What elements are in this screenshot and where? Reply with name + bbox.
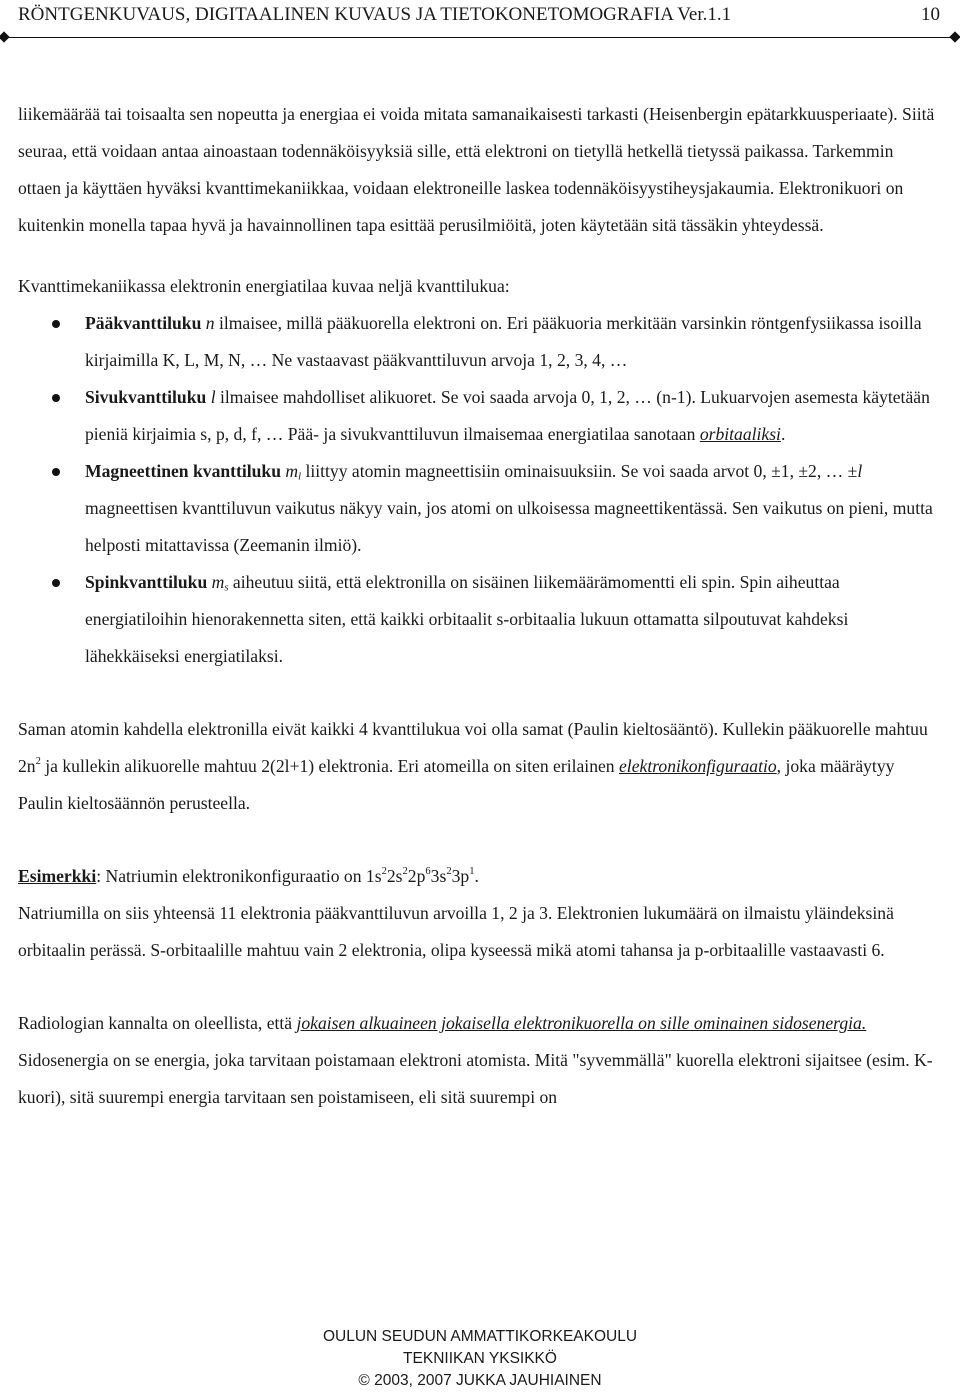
- term-label: Magneettinen kvanttiluku: [85, 461, 281, 481]
- item-tail: .: [780, 424, 786, 444]
- pauli-paragraph: [18, 711, 936, 822]
- symbol: l: [210, 387, 216, 407]
- electron-configuration: [366, 866, 475, 886]
- term-label: Pääkvanttiluku: [85, 313, 202, 333]
- footer-unit: TEKNIIKAN YKSIKKÖ: [403, 1350, 557, 1367]
- pauli-text-2: ja kullekin alikuorelle mahtuu 2(2l+1) elektronia. Eri atomeilla on siten erilainen: [40, 756, 619, 776]
- configuration-term: elektronikonfiguraatio: [619, 756, 777, 776]
- term-label: Spinkvanttiluku: [85, 572, 208, 592]
- intro-text: liikemäärää tai toisaalta sen nopeutta ja energiaa ei voida mitata samanaikaisesti tarkasti (Heisenbergin epätarkkuusperiaate). Siitä seuraa, että voidaan antaa ainoastaan todennäköisyyksiä sille, että elektroni on tietyllä hetkellä tietyssä paikassa. Tarkemmin ottaen ja käyttäen hyväksi kvanttimekaniikkaa, voidaan elektroneille laskea todennäköisyystiheysjakaumia.: [18, 104, 935, 198]
- item-text: ilmaisee, millä pääkuorella elektroni on. Eri pääkuoria merkitään varsinkin röntgenfysiikassa isoilla kirjaimilla K, L, M, N, … Ne vastaavast pääkvanttiluvun arvoja 1, 2, 3, 4, …: [85, 313, 922, 370]
- page-number: 10: [921, 4, 940, 25]
- example-line: [18, 858, 936, 895]
- item-text: liittyy atomin magneettisiin ominaisuuksiin. Se voi saada arvot 0, ±1, ±2, … ±: [305, 461, 858, 481]
- term-label: Sivukvanttiluku: [85, 387, 207, 407]
- quantum-lead: Kvanttimekaniikassa elektronin energiatilaa kuvaa neljä kvanttilukua:: [18, 276, 510, 296]
- example-end: .: [474, 866, 479, 886]
- superscript: 2: [35, 756, 41, 768]
- example-lead: : Natriumin elektronikonfiguraatio on: [96, 866, 366, 886]
- pauli-text: Saman atomin kahdella elektronilla eivät kaikki 4 kvanttilukua voi olla samat (Paulin kieltosääntö). Kullekin pääkuorelle mahtuu 2n: [18, 719, 928, 776]
- list-item-principal: [18, 305, 936, 379]
- symbol: $m_s$: [211, 572, 229, 594]
- orbital-electron-count: 2: [402, 866, 408, 878]
- symbol: n: [205, 313, 215, 333]
- orbital-term: orbitaaliksi: [699, 424, 781, 444]
- quantum-number-list: [18, 305, 936, 675]
- intro-text-2: Elektronikuori on kuitenkin monella tapaa hyvä ja havainnollinen tapa esittää perusilmiöitä, joten käytetään sitä tässäkin yhteydessä.: [18, 178, 904, 235]
- rule-right-diamond-icon: [949, 31, 960, 42]
- orbital-electron-count: 2: [381, 866, 387, 878]
- orbital-1: 2s: [386, 866, 403, 886]
- orbital-electron-count: 6: [425, 866, 431, 878]
- item-text: ilmaisee mahdolliset alikuoret. Se voi saada arvoja 0, 1, 2, … (n-1). Lukuarvojen asemesta käytetään pieniä kirjaimia s, p, d, f, … Pää- ja sivukvanttiluvun ilmaisemaa energiatilaa sanotaan: [85, 387, 930, 444]
- orbital-electron-count: 1: [469, 866, 475, 878]
- list-item-spin: [18, 564, 936, 675]
- binding-energy-statement: jokaisen alkuaineen jokaisella elektronikuorella on sille ominainen sidosenergia.: [296, 1013, 867, 1033]
- header-rule: [4, 37, 956, 38]
- document-title: RÖNTGENKUVAUS, DIGITAALINEN KUVAUS JA TIETOKONETOMOGRAFIA Ver.1.1: [18, 4, 732, 25]
- orbital-0: 1s: [365, 866, 382, 886]
- symbol-l: l: [857, 461, 863, 481]
- symbol: $m_l$: [285, 461, 302, 483]
- item-text: aiheutuu siitä, että elektronilla on sisäinen liikemäärämomentti eli spin. Spin aiheuttaa energiatiloihin hienorakennetta siten, että kaikki orbitaalit s-orbitaalia lukuun ottamatta silpoutuvat kahdeksi lähekkäiseksi energiatilaksi.: [85, 572, 849, 666]
- radiology-text: Radiologian kannalta on oleellista, että: [18, 1013, 297, 1033]
- orbital-2: 2p: [407, 866, 426, 886]
- list-item-magnetic: [18, 453, 936, 564]
- footer-school: OULUN SEUDUN AMMATTIKORKEAKOULU: [322, 1328, 638, 1345]
- intro-paragraph: [18, 96, 936, 244]
- orbital-4: 3p: [451, 866, 470, 886]
- list-item-azimuthal: [18, 379, 936, 453]
- item-tail: magneettisen kvanttiluvun vaikutus näkyy vain, jos atomi on ulkoisessa magneettikentässä. Sen vaikutus on pieni, mutta helposti mitattavissa (Zeemanin ilmiö).: [85, 498, 933, 555]
- rule-left-diamond-icon: [0, 31, 10, 42]
- orbital-3: 3s: [430, 866, 447, 886]
- orbital-electron-count: 2: [446, 866, 452, 878]
- radiology-paragraph: [18, 1005, 936, 1116]
- page-body: [18, 96, 936, 1116]
- example-body: Natriumilla on siis yhteensä 11 elektronia pääkvanttiluvun arvoilla 1, 2 ja 3. Elektronien lukumäärä on ilmaistu yläindeksinä orbitaalin perässä. S-orbitaalille mahtuu vain 2 elektronia, olipa kyseessä mikä atomi tahansa ja p-orbitaalille vastaavasti 6.: [18, 903, 894, 960]
- page-footer: [0, 1326, 960, 1392]
- pauli-text-3: , joka määräytyy Paulin kieltosäännön perusteella.: [18, 756, 895, 813]
- example-label: Esimerkki: [18, 866, 97, 886]
- page-header: [18, 4, 940, 26]
- radiology-text-2: Sidosenergia on se energia, joka tarvitaan poistamaan elektroni atomista. Mitä "syvemmällä" kuorella elektroni sijaitsee (esim. K-kuori), sitä suurempi energia tarvitaan sen poistamiseen, eli sitä suurempi on: [18, 1050, 933, 1107]
- footer-copyright: © 2003, 2007 JUKKA JAUHIAINEN: [358, 1372, 602, 1389]
